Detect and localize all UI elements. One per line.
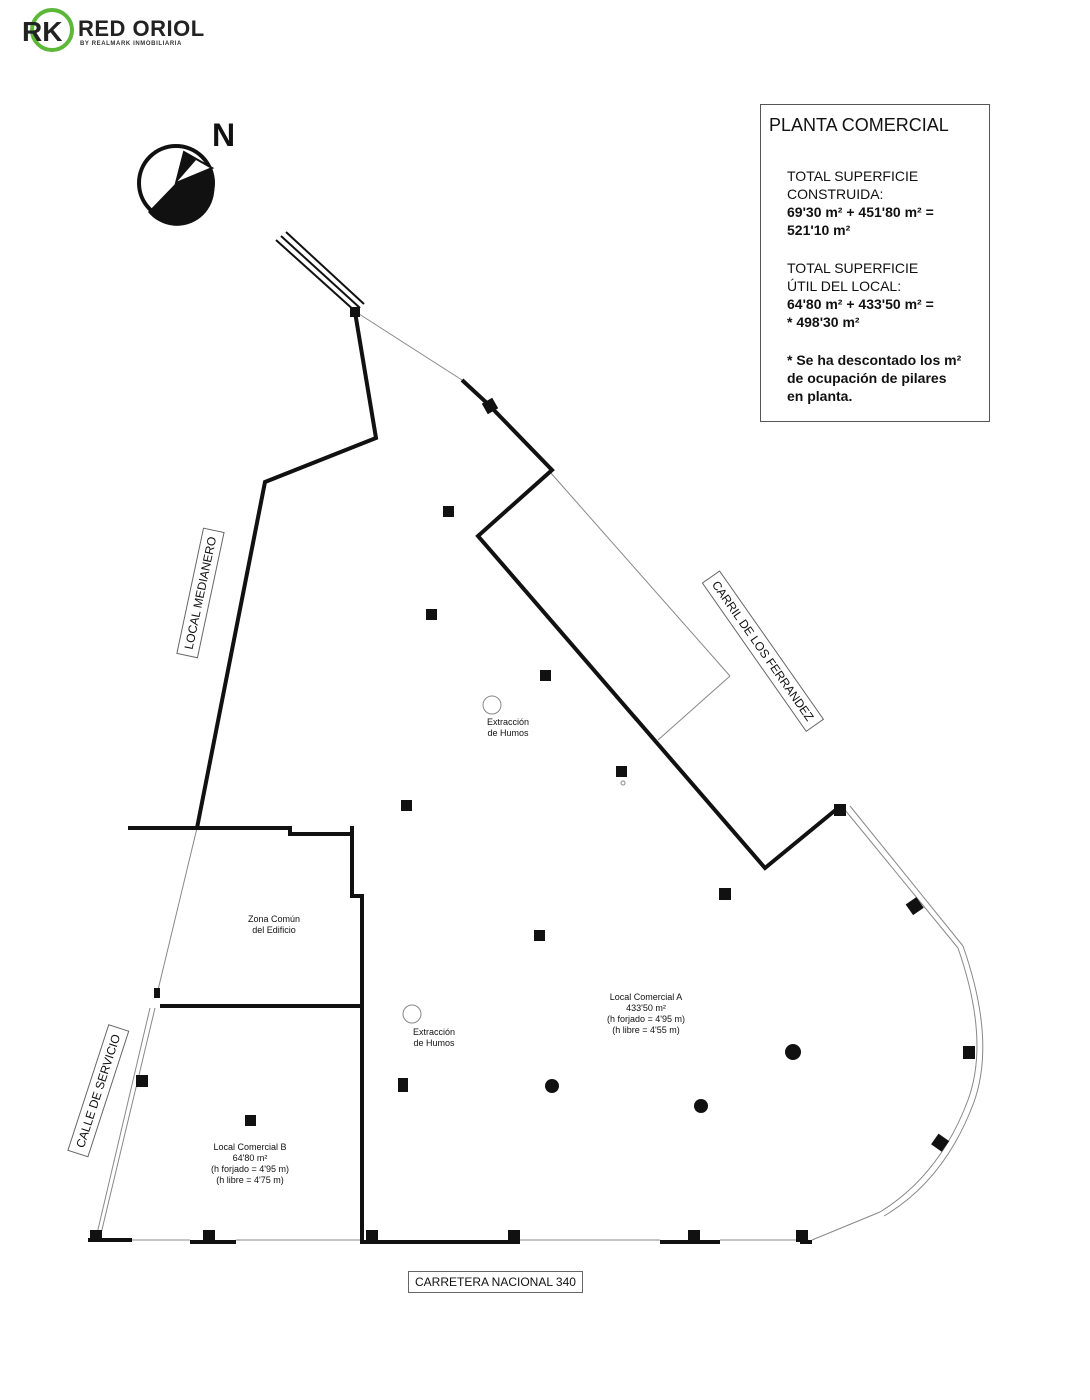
north-label: N	[212, 117, 236, 153]
zona-comun-label	[218, 914, 330, 936]
label-local-medianero: LOCAL MEDIANERO	[176, 528, 224, 659]
useful-line4: * 498'30 m²	[787, 314, 860, 330]
note-line2: de ocupación de pilares	[787, 370, 947, 386]
local-b-line3: (h forjado = 4'95 m)	[210, 1164, 289, 1174]
extraccion-humos-label-1	[466, 717, 550, 739]
north-compass-icon	[139, 146, 214, 226]
zona-comun-line1: Zona Común	[247, 914, 301, 924]
info-title: PLANTA COMERCIAL	[769, 115, 949, 135]
local-a-line3: (h forjado = 4'95 m)	[606, 1014, 685, 1024]
smoke-extraction-ducts	[403, 696, 625, 1023]
company-logo	[20, 8, 220, 54]
extraccion-1-line1: Extracción	[486, 717, 530, 727]
extraccion-1-line2: de Humos	[487, 728, 529, 738]
label-carretera-nacional: CARRETERA NACIONAL 340	[408, 1271, 583, 1293]
brand-subtitle: BY REALMARK INMOBILIARIA	[80, 41, 182, 47]
rk-logo-icon	[20, 8, 76, 52]
brand-name: RED ORIOL	[78, 16, 205, 41]
logo-mark: RK	[22, 16, 63, 47]
facade-lines	[96, 312, 983, 1240]
extraccion-2-line1: Extracción	[412, 1027, 456, 1037]
extraccion-humos-label-2	[392, 1027, 476, 1049]
note-line1: * Se ha descontado los m²	[787, 352, 962, 368]
constructed-line1: TOTAL SUPERFICIE	[787, 168, 919, 184]
surface-info-box	[760, 104, 990, 422]
local-b-line1: Local Comercial B	[213, 1142, 287, 1152]
useful-line3: 64'80 m² + 433'50 m² =	[787, 296, 934, 312]
extraccion-2-line2: de Humos	[413, 1038, 455, 1048]
label-carril-ferrandez: CARRIL DE LOS FERRANDEZ	[702, 570, 824, 731]
local-a-line1: Local Comercial A	[609, 992, 683, 1002]
local-a-label	[584, 992, 708, 1036]
useful-surface	[787, 259, 934, 331]
label-calle-servicio: CALLE DE SERVICIO	[67, 1025, 129, 1158]
zona-comun-line2: del Edificio	[252, 925, 296, 935]
constructed-line2: CONSTRUIDA:	[787, 186, 884, 202]
useful-line1: TOTAL SUPERFICIE	[787, 260, 919, 276]
note-line3: en planta.	[787, 388, 853, 404]
pillar-note	[787, 351, 961, 405]
local-b-line4: (h libre = 4'75 m)	[216, 1175, 284, 1185]
useful-line2: ÚTIL DEL LOCAL:	[787, 278, 902, 294]
local-b-label	[188, 1142, 312, 1186]
constructed-surface	[787, 167, 934, 239]
local-b-line2: 64'80 m²	[232, 1153, 268, 1163]
local-a-line2: 433'50 m²	[626, 1003, 666, 1013]
constructed-line4: 521'10 m²	[787, 222, 851, 238]
round-pillars	[545, 1044, 801, 1113]
local-a-line4: (h libre = 4'55 m)	[612, 1025, 680, 1035]
constructed-line3: 69'30 m² + 451'80 m² =	[787, 204, 934, 220]
walls	[88, 232, 838, 1242]
